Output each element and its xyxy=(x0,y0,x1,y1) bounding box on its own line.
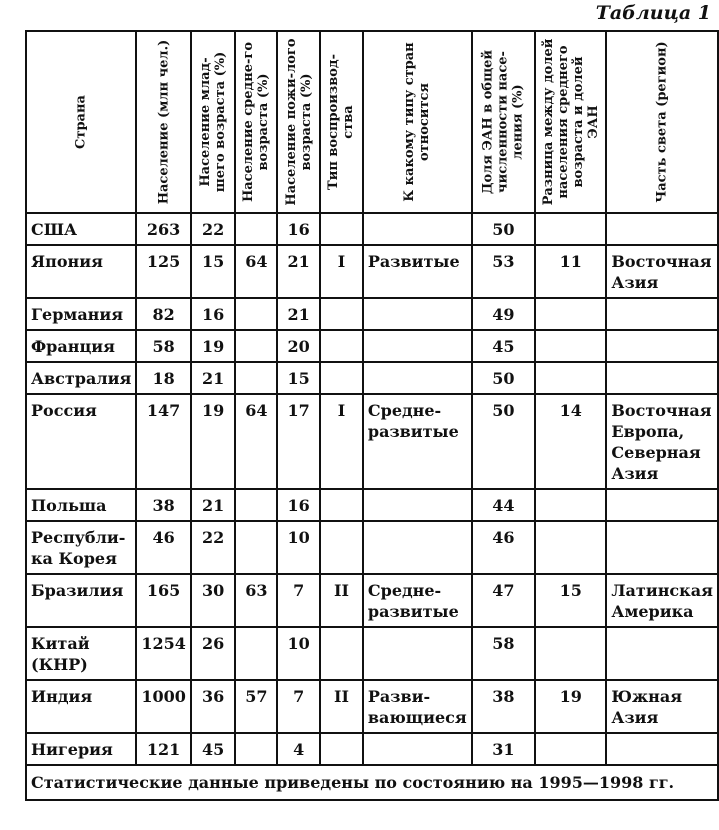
middle-cell xyxy=(235,627,277,680)
young-cell: 16 xyxy=(191,298,236,330)
table-row xyxy=(26,733,718,765)
header-middle: Население средне-го возраста (%) xyxy=(235,31,277,213)
footer-note: Статистические данные приведены по состоянию на 1995—1998 гг. xyxy=(26,765,718,800)
young-cell: 19 xyxy=(191,394,236,489)
country-cell: Россия xyxy=(26,394,136,489)
diff-cell xyxy=(535,489,606,521)
group-cell xyxy=(363,213,472,245)
old-cell: 7 xyxy=(277,680,320,733)
type-cell xyxy=(320,489,363,521)
population-cell: 58 xyxy=(136,330,191,362)
table-row xyxy=(26,362,718,394)
type-cell xyxy=(320,627,363,680)
country-cell: Германия xyxy=(26,298,136,330)
header-difference: Разница между долей населения среднего возраста и долей ЭАН xyxy=(535,31,606,213)
ean-cell: 45 xyxy=(472,330,535,362)
table-row xyxy=(26,574,718,627)
old-cell: 16 xyxy=(277,489,320,521)
group-cell xyxy=(363,489,472,521)
table-row xyxy=(26,680,718,733)
old-cell: 21 xyxy=(277,245,320,298)
population-cell: 263 xyxy=(136,213,191,245)
middle-cell xyxy=(235,521,277,574)
table-row xyxy=(26,489,718,521)
type-cell: II xyxy=(320,574,363,627)
group-cell xyxy=(363,627,472,680)
type-cell xyxy=(320,298,363,330)
middle-cell xyxy=(235,362,277,394)
diff-cell xyxy=(535,330,606,362)
population-cell: 125 xyxy=(136,245,191,298)
type-cell xyxy=(320,362,363,394)
ean-cell: 47 xyxy=(472,574,535,627)
table-caption: Таблица 1 xyxy=(595,2,711,24)
group-cell: Развитые xyxy=(363,245,472,298)
country-cell: Польша xyxy=(26,489,136,521)
ean-cell: 58 xyxy=(472,627,535,680)
country-cell: Индия xyxy=(26,680,136,733)
group-cell: Разви-вающиеся xyxy=(363,680,472,733)
table-row xyxy=(26,245,718,298)
type-cell xyxy=(320,213,363,245)
population-cell: 46 xyxy=(136,521,191,574)
header-old: Население пожи-лого возраста (%) xyxy=(277,31,320,213)
country-cell: Австралия xyxy=(26,362,136,394)
middle-cell: 57 xyxy=(235,680,277,733)
region-cell: Латинская Америка xyxy=(606,574,718,627)
middle-cell xyxy=(235,213,277,245)
country-cell: Республи-ка Корея xyxy=(26,521,136,574)
header-country: Страна xyxy=(26,31,136,213)
population-cell: 18 xyxy=(136,362,191,394)
young-cell: 26 xyxy=(191,627,236,680)
old-cell: 21 xyxy=(277,298,320,330)
old-cell: 7 xyxy=(277,574,320,627)
table-row xyxy=(26,298,718,330)
type-cell xyxy=(320,733,363,765)
population-cell: 121 xyxy=(136,733,191,765)
young-cell: 22 xyxy=(191,213,236,245)
ean-cell: 46 xyxy=(472,521,535,574)
type-cell xyxy=(320,330,363,362)
young-cell: 15 xyxy=(191,245,236,298)
young-cell: 45 xyxy=(191,733,236,765)
statistics-table xyxy=(25,30,719,801)
group-cell xyxy=(363,733,472,765)
diff-cell: 11 xyxy=(535,245,606,298)
header-country-group: К какому типу стран относится xyxy=(363,31,472,213)
header-young: Население млад-шего возраста (%) xyxy=(191,31,236,213)
middle-cell xyxy=(235,330,277,362)
footer-row xyxy=(26,765,718,800)
diff-cell xyxy=(535,627,606,680)
group-cell xyxy=(363,362,472,394)
ean-cell: 50 xyxy=(472,394,535,489)
country-cell: Япония xyxy=(26,245,136,298)
population-cell: 147 xyxy=(136,394,191,489)
header-ean-share: Доля ЭАН в общей численности насе-ления (%) xyxy=(472,31,535,213)
old-cell: 17 xyxy=(277,394,320,489)
table-row xyxy=(26,627,718,680)
table-row xyxy=(26,213,718,245)
population-cell: 1254 xyxy=(136,627,191,680)
region-cell xyxy=(606,213,718,245)
region-cell xyxy=(606,627,718,680)
ean-cell: 44 xyxy=(472,489,535,521)
region-cell xyxy=(606,298,718,330)
header-reproduction-type: Тип воспроизвод-ства xyxy=(320,31,363,213)
young-cell: 36 xyxy=(191,680,236,733)
old-cell: 20 xyxy=(277,330,320,362)
diff-cell xyxy=(535,733,606,765)
diff-cell xyxy=(535,521,606,574)
type-cell: I xyxy=(320,394,363,489)
ean-cell: 31 xyxy=(472,733,535,765)
old-cell: 4 xyxy=(277,733,320,765)
group-cell xyxy=(363,330,472,362)
diff-cell xyxy=(535,362,606,394)
country-cell: Китай (КНР) xyxy=(26,627,136,680)
type-cell xyxy=(320,521,363,574)
ean-cell: 38 xyxy=(472,680,535,733)
population-cell: 38 xyxy=(136,489,191,521)
group-cell: Средне-развитые xyxy=(363,394,472,489)
population-cell: 1000 xyxy=(136,680,191,733)
diff-cell xyxy=(535,213,606,245)
table-row xyxy=(26,330,718,362)
country-cell: Нигерия xyxy=(26,733,136,765)
region-cell: Южная Азия xyxy=(606,680,718,733)
country-cell: США xyxy=(26,213,136,245)
middle-cell: 64 xyxy=(235,394,277,489)
young-cell: 22 xyxy=(191,521,236,574)
middle-cell xyxy=(235,489,277,521)
group-cell xyxy=(363,298,472,330)
diff-cell: 19 xyxy=(535,680,606,733)
middle-cell xyxy=(235,298,277,330)
region-cell xyxy=(606,489,718,521)
country-cell: Бразилия xyxy=(26,574,136,627)
middle-cell: 63 xyxy=(235,574,277,627)
ean-cell: 50 xyxy=(472,362,535,394)
header-row xyxy=(26,31,718,213)
ean-cell: 53 xyxy=(472,245,535,298)
region-cell xyxy=(606,362,718,394)
table-row xyxy=(26,394,718,489)
country-cell: Франция xyxy=(26,330,136,362)
region-cell: Восточная Европа, Северная Азия xyxy=(606,394,718,489)
young-cell: 19 xyxy=(191,330,236,362)
type-cell: II xyxy=(320,680,363,733)
header-region: Часть света (регион) xyxy=(606,31,718,213)
ean-cell: 50 xyxy=(472,213,535,245)
middle-cell: 64 xyxy=(235,245,277,298)
population-cell: 82 xyxy=(136,298,191,330)
old-cell: 15 xyxy=(277,362,320,394)
region-cell: Восточная Азия xyxy=(606,245,718,298)
diff-cell xyxy=(535,298,606,330)
region-cell xyxy=(606,330,718,362)
diff-cell: 14 xyxy=(535,394,606,489)
population-cell: 165 xyxy=(136,574,191,627)
young-cell: 21 xyxy=(191,362,236,394)
old-cell: 10 xyxy=(277,521,320,574)
type-cell: I xyxy=(320,245,363,298)
old-cell: 10 xyxy=(277,627,320,680)
diff-cell: 15 xyxy=(535,574,606,627)
group-cell: Средне-развитые xyxy=(363,574,472,627)
old-cell: 16 xyxy=(277,213,320,245)
ean-cell: 49 xyxy=(472,298,535,330)
middle-cell xyxy=(235,733,277,765)
table-row xyxy=(26,521,718,574)
region-cell xyxy=(606,521,718,574)
header-population: Население (млн чел.) xyxy=(136,31,191,213)
young-cell: 21 xyxy=(191,489,236,521)
region-cell xyxy=(606,733,718,765)
group-cell xyxy=(363,521,472,574)
young-cell: 30 xyxy=(191,574,236,627)
